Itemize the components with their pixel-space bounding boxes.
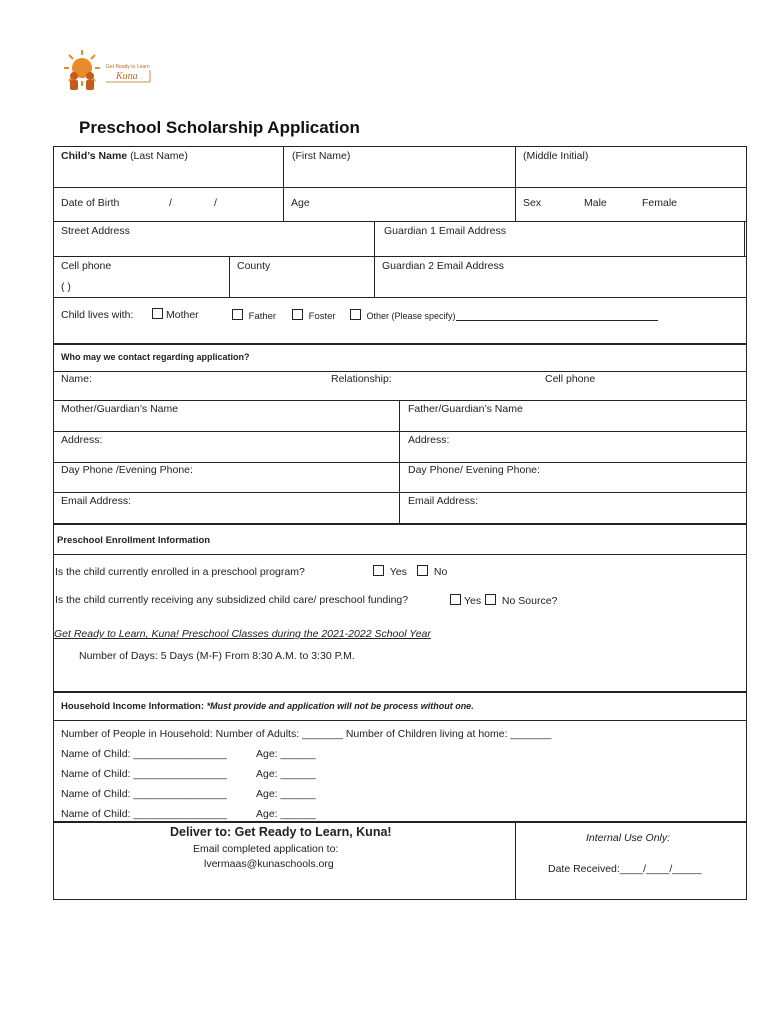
- svg-text:Kuna: Kuna: [116, 71, 138, 82]
- other-checkbox[interactable]: [350, 309, 361, 320]
- email-left-label: Email Address:: [61, 495, 132, 507]
- number-of-days: Number of Days: 5 Days (M-F) From 8:30 A.M. to 3:30 P.M.: [79, 650, 355, 662]
- internal-use-label: Internal Use Only:: [586, 832, 671, 844]
- father-option[interactable]: Father: [232, 309, 276, 322]
- address-left-label: Address:: [61, 434, 103, 446]
- enrollment-section: [53, 524, 747, 692]
- contact-name-label: Name:: [61, 373, 92, 385]
- subsidy-no-option[interactable]: No Source?: [485, 594, 557, 607]
- email-right-label: Email Address:: [408, 495, 479, 507]
- subsidy-question: Is the child currently receiving any subsidized child care/ preschool funding?: [55, 594, 409, 606]
- date-received-label: Date Received:____/____/_____: [548, 863, 702, 875]
- page-title: Preschool Scholarship Application: [79, 118, 360, 137]
- sex-label: Sex: [523, 197, 542, 209]
- age-label: Age: [291, 197, 310, 209]
- relationship-label: Relationship:: [331, 373, 392, 385]
- subsidy-yes-option[interactable]: Yes: [450, 594, 481, 607]
- email-instruction: Email completed application to:: [193, 843, 339, 855]
- guardian2-email-label: Guardian 2 Email Address: [382, 260, 504, 272]
- subsidy-yes-checkbox[interactable]: [450, 594, 461, 605]
- mother-guardian-name-label: Mother/Guardian’s Name: [61, 403, 179, 415]
- contact-cell-label: Cell phone: [545, 373, 596, 385]
- child-age-line-4[interactable]: Age: ______: [256, 808, 316, 820]
- enrolled-yes-checkbox[interactable]: [373, 565, 384, 576]
- svg-text:Get Ready to Learn: Get Ready to Learn: [106, 64, 150, 70]
- enrolled-no-option[interactable]: No: [417, 565, 447, 578]
- first-name-label: (First Name): [292, 150, 351, 162]
- other-option[interactable]: Other (Please specify): [350, 309, 658, 321]
- mother-checkbox[interactable]: [152, 308, 163, 319]
- childs-name-label: Child’s Name (Last Name): [61, 150, 188, 162]
- kuna-logo: [60, 46, 156, 98]
- child-age-line-3[interactable]: Age: ______: [256, 788, 316, 800]
- guardian1-email-label: Guardian 1 Email Address: [384, 225, 506, 237]
- enrolled-question: Is the child currently enrolled in a preschool program?: [55, 566, 305, 578]
- income-header: Household Income Information: *Must provide and application will not be process without one.: [61, 701, 474, 712]
- male-label: Male: [584, 197, 607, 209]
- child-lives-with-label: Child lives with:: [61, 309, 134, 321]
- mother-option[interactable]: Mother: [152, 308, 199, 321]
- foster-checkbox[interactable]: [292, 309, 303, 320]
- phone-right-label: Day Phone/ Evening Phone:: [408, 464, 540, 476]
- cell-phone-label: Cell phone: [61, 260, 112, 272]
- subsidy-no-checkbox[interactable]: [485, 594, 496, 605]
- enrolled-no-checkbox[interactable]: [417, 565, 428, 576]
- sun-icon: [64, 50, 100, 86]
- email-address[interactable]: lvermaas@kunaschools.org: [204, 858, 334, 870]
- foster-option[interactable]: Foster: [292, 309, 336, 322]
- other-specify-line[interactable]: [456, 310, 658, 321]
- contact-header: Who may we contact regarding application?: [61, 352, 250, 362]
- dob-label: Date of Birth: [61, 197, 120, 209]
- household-count-line[interactable]: Number of People in Household: Number of Adults: _______ Number of Children living at home: _______: [61, 728, 552, 740]
- father-guardian-name-label: Father/Guardian’s Name: [408, 403, 523, 415]
- date-received-blank[interactable]: ____/____/_____: [619, 863, 702, 875]
- county-label: County: [237, 260, 271, 272]
- child-age-line-2[interactable]: Age: ______: [256, 768, 316, 780]
- female-label: Female: [642, 197, 678, 209]
- child-name-line-1[interactable]: Name of Child: ________________: [61, 748, 227, 760]
- phone-left-label: Day Phone /Evening Phone:: [61, 464, 193, 476]
- deliver-to-heading: Deliver to: Get Ready to Learn, Kuna!: [170, 825, 392, 839]
- dob-separator-1: /: [169, 197, 172, 209]
- child-name-line-4[interactable]: Name of Child: ________________: [61, 808, 227, 820]
- child-age-line-1[interactable]: Age: ______: [256, 748, 316, 760]
- dob-separator-2: /: [214, 197, 217, 209]
- area-code-parens: ( ): [61, 281, 71, 293]
- enrolled-yes-option[interactable]: Yes: [373, 565, 407, 578]
- enrollment-header: Preschool Enrollment Information: [57, 535, 211, 546]
- father-checkbox[interactable]: [232, 309, 243, 320]
- classes-heading: Get Ready to Learn, Kuna! Preschool Classes during the 2021-2022 School Year: [54, 628, 431, 640]
- child-name-line-2[interactable]: Name of Child: ________________: [61, 768, 227, 780]
- address-right-label: Address:: [408, 434, 450, 446]
- middle-initial-label: (Middle Initial): [523, 150, 589, 162]
- child-name-line-3[interactable]: Name of Child: ________________: [61, 788, 227, 800]
- street-address-label: Street Address: [61, 225, 130, 237]
